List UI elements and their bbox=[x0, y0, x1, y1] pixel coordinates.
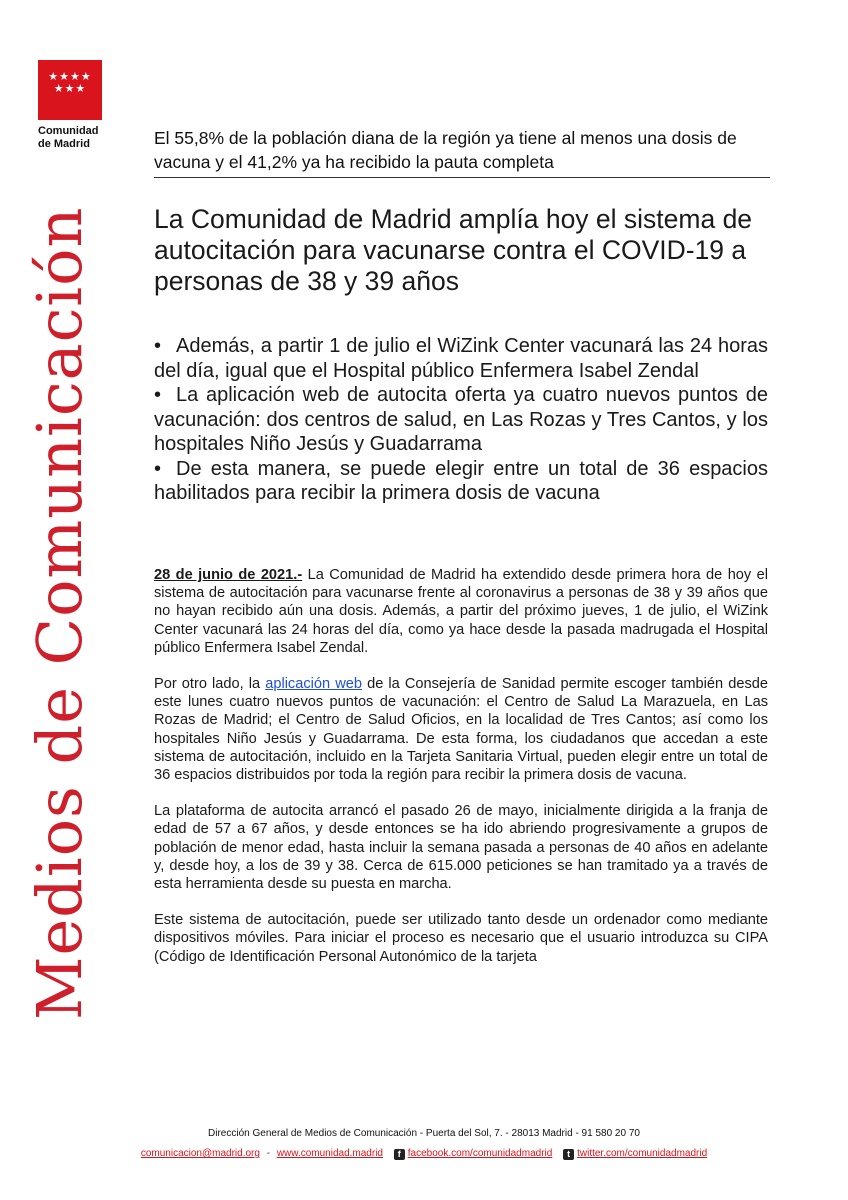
twitter-link[interactable]: twitter.com/comunidadmadrid bbox=[577, 1148, 708, 1159]
separator: - bbox=[266, 1148, 271, 1159]
facebook-icon: f bbox=[394, 1149, 405, 1160]
highlight-item bbox=[154, 383, 768, 457]
paragraph bbox=[154, 566, 768, 657]
bullet-icon: • bbox=[154, 335, 162, 357]
highlight-text: De esta manera, se puede elegir entre un total de 36 espacios habilitados para recibir la primera dosis de vacuna bbox=[154, 457, 768, 504]
logo-stars-top: ★★★★ bbox=[48, 71, 92, 83]
paragraph-text: La Comunidad de Madrid ha extendido desde primera hora de hoy el sistema de autocitación para vacunarse frente al coronavirus a personas de 38 y 39 años que no hayan recibido aún una dosis. Además, a partir del próximo jueves, 1 de julio, el WiZink Center vacunará las 24 horas del día, como ya hace desde la pasada madrugada el Hospital público Enfermera Isabel Zendal. bbox=[154, 567, 768, 656]
email-link[interactable]: comunicacion@madrid.org bbox=[140, 1148, 260, 1159]
subheadline: El 55,8% de la población diana de la región ya tiene al menos una dosis de vacuna y el 41,2% ya ha recibido la pauta completa bbox=[154, 126, 770, 178]
highlight-text: Además, a partir 1 de julio el WiZink Center vacunará las 24 horas del día, igual que el Hospital público Enfermera Isabel Zendal bbox=[154, 335, 768, 382]
paragraph: La plataforma de autocita arrancó el pasado 26 de mayo, inicialmente dirigida a la franja de edad de 57 a 67 años, y desde entonces se ha ido abriendo progresivamente a grupos de población de menor edad, hasta incluir la semana pasada a personas de 40 años en adelante y, desde hoy, a los de 39 y 38. Cerca de 615.000 peticiones se han tramitado ya a través de esta herramienta desde su puesta en marcha. bbox=[154, 803, 768, 893]
web-app-link[interactable]: aplicación web bbox=[265, 676, 362, 693]
dateline: 28 de junio de 2021.- bbox=[154, 567, 303, 583]
highlight-text: La aplicación web de autocita oferta ya cuatro nuevos puntos de vacunación: dos centros de salud, en Las Rozas y Tres Cantos, y los hospitales Niño Jesús y Guadarrama bbox=[154, 384, 768, 455]
bullet-icon: • bbox=[154, 457, 162, 480]
footer-address: Dirección General de Medios de Comunicación - Puerta del Sol, 7. - 28013 Madrid - 91 580 20 70 bbox=[208, 1128, 640, 1139]
paragraph-text: Por otro lado, la bbox=[154, 676, 266, 693]
footer-links bbox=[0, 1148, 848, 1160]
paragraph-text: de la Consejería de Sanidad permite escoger también desde este lunes cuatro nuevos puntos de vacunación: el Centro de Salud La Marazuela, en Las Rozas de Madrid; el Centro de Salud Oficios, en la localidad de Tres Cantos; así como los hospitales Niño Jesús y Guadarrama. De esta forma, los ciudadanos que accedan a este sistema de autocitación, incluido en la Tarjeta Sanitaria Virtual, pueden elegir entre un total de 36 espacios distribuidos por toda la región para recibir la primera dosis de vacuna. bbox=[154, 676, 768, 784]
paragraph: Este sistema de autocitación, puede ser utilizado tanto desde un ordenador como mediante dispositivos móviles. Para iniciar el proceso es necesario que el usuario introduzca su CIPA (Código de Identificación Personal Autonómico de la tarjeta bbox=[154, 912, 768, 965]
paragraph bbox=[154, 675, 768, 784]
headline: La Comunidad de Madrid amplía hoy el sistema de autocitación para vacunarse contra el COVID-19 a personas de 38 y 39 años bbox=[154, 204, 753, 296]
side-title: Medios de Comunicación bbox=[23, 206, 96, 1020]
highlight-item bbox=[154, 334, 768, 383]
comunidad-madrid-logo bbox=[38, 60, 102, 120]
highlight-item bbox=[154, 457, 768, 506]
logo-stars-bottom: ★★★ bbox=[53, 83, 87, 95]
facebook-link[interactable]: facebook.com/comunidadmadrid bbox=[407, 1148, 553, 1159]
highlights-list bbox=[154, 334, 768, 506]
logo-name-line1: Comunidad bbox=[38, 125, 99, 137]
twitter-icon: t bbox=[563, 1149, 574, 1160]
website-link[interactable]: www.comunidad.madrid bbox=[276, 1148, 383, 1159]
article-body bbox=[154, 566, 768, 984]
bullet-icon: • bbox=[154, 384, 162, 406]
logo-name-line2: de Madrid bbox=[38, 138, 90, 150]
